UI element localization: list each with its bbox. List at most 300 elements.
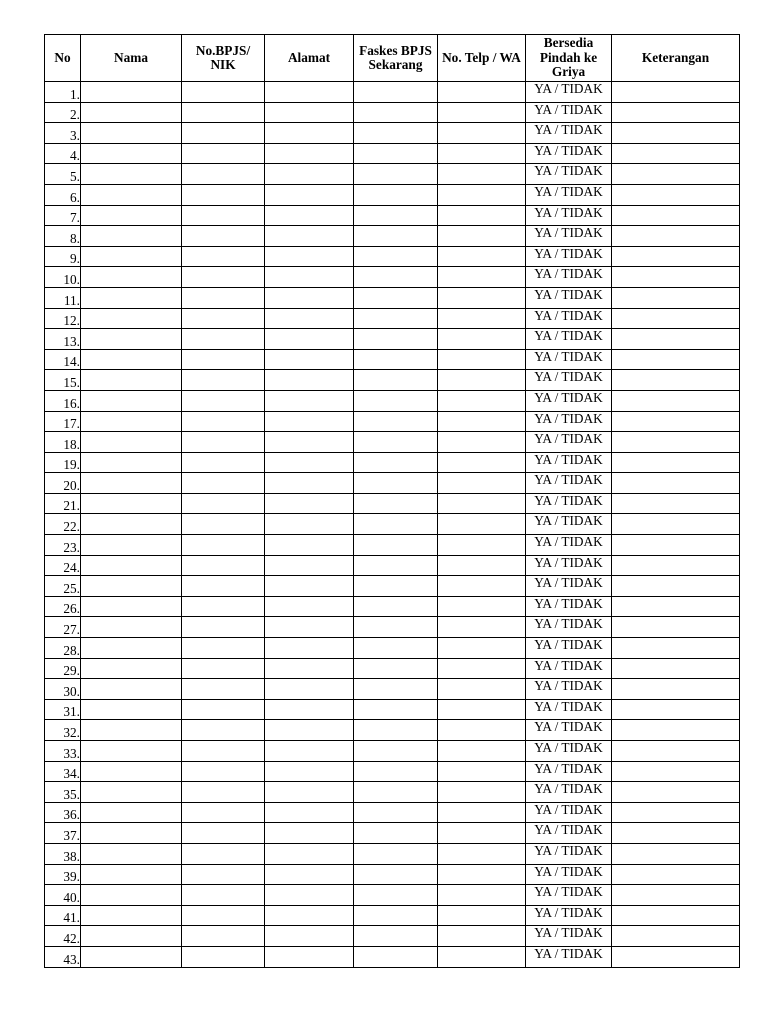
faskes-cell[interactable] — [354, 843, 438, 864]
nama-cell[interactable] — [81, 741, 182, 762]
faskes-cell[interactable] — [354, 329, 438, 350]
alamat-cell[interactable] — [265, 535, 354, 556]
telp-cell[interactable] — [438, 411, 526, 432]
alamat-cell[interactable] — [265, 370, 354, 391]
alamat-cell[interactable] — [265, 349, 354, 370]
nama-cell[interactable] — [81, 432, 182, 453]
keterangan-cell[interactable] — [612, 123, 740, 144]
keterangan-cell[interactable] — [612, 864, 740, 885]
nik-cell[interactable] — [182, 843, 265, 864]
keterangan-cell[interactable] — [612, 164, 740, 185]
nama-cell[interactable] — [81, 802, 182, 823]
keterangan-cell[interactable] — [612, 782, 740, 803]
telp-cell[interactable] — [438, 164, 526, 185]
faskes-cell[interactable] — [354, 82, 438, 103]
telp-cell[interactable] — [438, 576, 526, 597]
bersedia-choice[interactable]: YA / TIDAK — [526, 287, 612, 308]
faskes-cell[interactable] — [354, 946, 438, 967]
keterangan-cell[interactable] — [612, 535, 740, 556]
telp-cell[interactable] — [438, 432, 526, 453]
nama-cell[interactable] — [81, 473, 182, 494]
nik-cell[interactable] — [182, 823, 265, 844]
nama-cell[interactable] — [81, 782, 182, 803]
nik-cell[interactable] — [182, 452, 265, 473]
bersedia-choice[interactable]: YA / TIDAK — [526, 329, 612, 350]
telp-cell[interactable] — [438, 761, 526, 782]
nik-cell[interactable] — [182, 370, 265, 391]
alamat-cell[interactable] — [265, 267, 354, 288]
nik-cell[interactable] — [182, 638, 265, 659]
keterangan-cell[interactable] — [612, 885, 740, 906]
keterangan-cell[interactable] — [612, 802, 740, 823]
nik-cell[interactable] — [182, 514, 265, 535]
alamat-cell[interactable] — [265, 617, 354, 638]
telp-cell[interactable] — [438, 741, 526, 762]
alamat-cell[interactable] — [265, 761, 354, 782]
nik-cell[interactable] — [182, 226, 265, 247]
nama-cell[interactable] — [81, 514, 182, 535]
bersedia-choice[interactable]: YA / TIDAK — [526, 946, 612, 967]
faskes-cell[interactable] — [354, 802, 438, 823]
faskes-cell[interactable] — [354, 349, 438, 370]
telp-cell[interactable] — [438, 617, 526, 638]
nama-cell[interactable] — [81, 535, 182, 556]
alamat-cell[interactable] — [265, 638, 354, 659]
telp-cell[interactable] — [438, 349, 526, 370]
bersedia-choice[interactable]: YA / TIDAK — [526, 164, 612, 185]
alamat-cell[interactable] — [265, 926, 354, 947]
nama-cell[interactable] — [81, 946, 182, 967]
telp-cell[interactable] — [438, 370, 526, 391]
keterangan-cell[interactable] — [612, 287, 740, 308]
bersedia-choice[interactable]: YA / TIDAK — [526, 432, 612, 453]
faskes-cell[interactable] — [354, 576, 438, 597]
alamat-cell[interactable] — [265, 143, 354, 164]
nik-cell[interactable] — [182, 349, 265, 370]
alamat-cell[interactable] — [265, 184, 354, 205]
telp-cell[interactable] — [438, 638, 526, 659]
alamat-cell[interactable] — [265, 411, 354, 432]
keterangan-cell[interactable] — [612, 514, 740, 535]
telp-cell[interactable] — [438, 720, 526, 741]
keterangan-cell[interactable] — [612, 246, 740, 267]
nik-cell[interactable] — [182, 741, 265, 762]
faskes-cell[interactable] — [354, 246, 438, 267]
telp-cell[interactable] — [438, 596, 526, 617]
alamat-cell[interactable] — [265, 946, 354, 967]
bersedia-choice[interactable]: YA / TIDAK — [526, 741, 612, 762]
bersedia-choice[interactable]: YA / TIDAK — [526, 390, 612, 411]
faskes-cell[interactable] — [354, 699, 438, 720]
nik-cell[interactable] — [182, 184, 265, 205]
telp-cell[interactable] — [438, 184, 526, 205]
telp-cell[interactable] — [438, 823, 526, 844]
keterangan-cell[interactable] — [612, 184, 740, 205]
keterangan-cell[interactable] — [612, 555, 740, 576]
nik-cell[interactable] — [182, 576, 265, 597]
nik-cell[interactable] — [182, 864, 265, 885]
faskes-cell[interactable] — [354, 864, 438, 885]
telp-cell[interactable] — [438, 82, 526, 103]
nik-cell[interactable] — [182, 246, 265, 267]
nik-cell[interactable] — [182, 596, 265, 617]
nama-cell[interactable] — [81, 82, 182, 103]
faskes-cell[interactable] — [354, 617, 438, 638]
nik-cell[interactable] — [182, 411, 265, 432]
nik-cell[interactable] — [182, 493, 265, 514]
nama-cell[interactable] — [81, 246, 182, 267]
nik-cell[interactable] — [182, 782, 265, 803]
faskes-cell[interactable] — [354, 432, 438, 453]
bersedia-choice[interactable]: YA / TIDAK — [526, 411, 612, 432]
nik-cell[interactable] — [182, 658, 265, 679]
nik-cell[interactable] — [182, 205, 265, 226]
alamat-cell[interactable] — [265, 864, 354, 885]
nik-cell[interactable] — [182, 287, 265, 308]
bersedia-choice[interactable]: YA / TIDAK — [526, 308, 612, 329]
nik-cell[interactable] — [182, 761, 265, 782]
alamat-cell[interactable] — [265, 164, 354, 185]
alamat-cell[interactable] — [265, 246, 354, 267]
alamat-cell[interactable] — [265, 843, 354, 864]
nama-cell[interactable] — [81, 329, 182, 350]
bersedia-choice[interactable]: YA / TIDAK — [526, 823, 612, 844]
nik-cell[interactable] — [182, 802, 265, 823]
faskes-cell[interactable] — [354, 123, 438, 144]
faskes-cell[interactable] — [354, 411, 438, 432]
bersedia-choice[interactable]: YA / TIDAK — [526, 761, 612, 782]
telp-cell[interactable] — [438, 802, 526, 823]
nama-cell[interactable] — [81, 761, 182, 782]
keterangan-cell[interactable] — [612, 761, 740, 782]
bersedia-choice[interactable]: YA / TIDAK — [526, 802, 612, 823]
keterangan-cell[interactable] — [612, 905, 740, 926]
nama-cell[interactable] — [81, 926, 182, 947]
bersedia-choice[interactable]: YA / TIDAK — [526, 535, 612, 556]
keterangan-cell[interactable] — [612, 143, 740, 164]
nik-cell[interactable] — [182, 617, 265, 638]
telp-cell[interactable] — [438, 514, 526, 535]
bersedia-choice[interactable]: YA / TIDAK — [526, 658, 612, 679]
nik-cell[interactable] — [182, 308, 265, 329]
alamat-cell[interactable] — [265, 226, 354, 247]
nama-cell[interactable] — [81, 390, 182, 411]
nama-cell[interactable] — [81, 184, 182, 205]
faskes-cell[interactable] — [354, 720, 438, 741]
bersedia-choice[interactable]: YA / TIDAK — [526, 205, 612, 226]
bersedia-choice[interactable]: YA / TIDAK — [526, 885, 612, 906]
nama-cell[interactable] — [81, 638, 182, 659]
bersedia-choice[interactable]: YA / TIDAK — [526, 246, 612, 267]
telp-cell[interactable] — [438, 123, 526, 144]
keterangan-cell[interactable] — [612, 741, 740, 762]
telp-cell[interactable] — [438, 843, 526, 864]
keterangan-cell[interactable] — [612, 390, 740, 411]
alamat-cell[interactable] — [265, 885, 354, 906]
nama-cell[interactable] — [81, 720, 182, 741]
bersedia-choice[interactable]: YA / TIDAK — [526, 782, 612, 803]
keterangan-cell[interactable] — [612, 596, 740, 617]
keterangan-cell[interactable] — [612, 638, 740, 659]
alamat-cell[interactable] — [265, 329, 354, 350]
alamat-cell[interactable] — [265, 679, 354, 700]
nama-cell[interactable] — [81, 885, 182, 906]
nik-cell[interactable] — [182, 390, 265, 411]
faskes-cell[interactable] — [354, 885, 438, 906]
bersedia-choice[interactable]: YA / TIDAK — [526, 555, 612, 576]
faskes-cell[interactable] — [354, 267, 438, 288]
keterangan-cell[interactable] — [612, 576, 740, 597]
nik-cell[interactable] — [182, 102, 265, 123]
keterangan-cell[interactable] — [612, 82, 740, 103]
nama-cell[interactable] — [81, 555, 182, 576]
nama-cell[interactable] — [81, 905, 182, 926]
bersedia-choice[interactable]: YA / TIDAK — [526, 905, 612, 926]
nik-cell[interactable] — [182, 535, 265, 556]
telp-cell[interactable] — [438, 226, 526, 247]
telp-cell[interactable] — [438, 946, 526, 967]
telp-cell[interactable] — [438, 493, 526, 514]
telp-cell[interactable] — [438, 390, 526, 411]
nama-cell[interactable] — [81, 267, 182, 288]
bersedia-choice[interactable]: YA / TIDAK — [526, 349, 612, 370]
telp-cell[interactable] — [438, 782, 526, 803]
alamat-cell[interactable] — [265, 596, 354, 617]
keterangan-cell[interactable] — [612, 267, 740, 288]
nama-cell[interactable] — [81, 679, 182, 700]
bersedia-choice[interactable]: YA / TIDAK — [526, 617, 612, 638]
bersedia-choice[interactable]: YA / TIDAK — [526, 184, 612, 205]
telp-cell[interactable] — [438, 205, 526, 226]
alamat-cell[interactable] — [265, 82, 354, 103]
keterangan-cell[interactable] — [612, 926, 740, 947]
faskes-cell[interactable] — [354, 761, 438, 782]
keterangan-cell[interactable] — [612, 102, 740, 123]
telp-cell[interactable] — [438, 535, 526, 556]
nama-cell[interactable] — [81, 349, 182, 370]
faskes-cell[interactable] — [354, 370, 438, 391]
telp-cell[interactable] — [438, 267, 526, 288]
faskes-cell[interactable] — [354, 596, 438, 617]
nama-cell[interactable] — [81, 452, 182, 473]
telp-cell[interactable] — [438, 287, 526, 308]
alamat-cell[interactable] — [265, 905, 354, 926]
bersedia-choice[interactable]: YA / TIDAK — [526, 370, 612, 391]
nik-cell[interactable] — [182, 555, 265, 576]
faskes-cell[interactable] — [354, 905, 438, 926]
faskes-cell[interactable] — [354, 741, 438, 762]
keterangan-cell[interactable] — [612, 699, 740, 720]
telp-cell[interactable] — [438, 699, 526, 720]
telp-cell[interactable] — [438, 452, 526, 473]
keterangan-cell[interactable] — [612, 720, 740, 741]
telp-cell[interactable] — [438, 329, 526, 350]
nik-cell[interactable] — [182, 905, 265, 926]
bersedia-choice[interactable]: YA / TIDAK — [526, 926, 612, 947]
nama-cell[interactable] — [81, 164, 182, 185]
nama-cell[interactable] — [81, 658, 182, 679]
faskes-cell[interactable] — [354, 926, 438, 947]
bersedia-choice[interactable]: YA / TIDAK — [526, 699, 612, 720]
keterangan-cell[interactable] — [612, 493, 740, 514]
nik-cell[interactable] — [182, 432, 265, 453]
bersedia-choice[interactable]: YA / TIDAK — [526, 452, 612, 473]
nama-cell[interactable] — [81, 287, 182, 308]
keterangan-cell[interactable] — [612, 823, 740, 844]
alamat-cell[interactable] — [265, 782, 354, 803]
keterangan-cell[interactable] — [612, 946, 740, 967]
faskes-cell[interactable] — [354, 493, 438, 514]
nik-cell[interactable] — [182, 720, 265, 741]
bersedia-choice[interactable]: YA / TIDAK — [526, 576, 612, 597]
nik-cell[interactable] — [182, 885, 265, 906]
alamat-cell[interactable] — [265, 493, 354, 514]
keterangan-cell[interactable] — [612, 411, 740, 432]
faskes-cell[interactable] — [354, 184, 438, 205]
telp-cell[interactable] — [438, 679, 526, 700]
faskes-cell[interactable] — [354, 555, 438, 576]
bersedia-choice[interactable]: YA / TIDAK — [526, 596, 612, 617]
bersedia-choice[interactable]: YA / TIDAK — [526, 679, 612, 700]
faskes-cell[interactable] — [354, 205, 438, 226]
telp-cell[interactable] — [438, 864, 526, 885]
keterangan-cell[interactable] — [612, 473, 740, 494]
alamat-cell[interactable] — [265, 514, 354, 535]
alamat-cell[interactable] — [265, 308, 354, 329]
nama-cell[interactable] — [81, 143, 182, 164]
keterangan-cell[interactable] — [612, 452, 740, 473]
faskes-cell[interactable] — [354, 226, 438, 247]
alamat-cell[interactable] — [265, 452, 354, 473]
bersedia-choice[interactable]: YA / TIDAK — [526, 226, 612, 247]
faskes-cell[interactable] — [354, 102, 438, 123]
faskes-cell[interactable] — [354, 535, 438, 556]
nik-cell[interactable] — [182, 123, 265, 144]
telp-cell[interactable] — [438, 473, 526, 494]
bersedia-choice[interactable]: YA / TIDAK — [526, 102, 612, 123]
alamat-cell[interactable] — [265, 390, 354, 411]
alamat-cell[interactable] — [265, 741, 354, 762]
keterangan-cell[interactable] — [612, 679, 740, 700]
bersedia-choice[interactable]: YA / TIDAK — [526, 267, 612, 288]
keterangan-cell[interactable] — [612, 432, 740, 453]
nama-cell[interactable] — [81, 308, 182, 329]
alamat-cell[interactable] — [265, 555, 354, 576]
nik-cell[interactable] — [182, 82, 265, 103]
telp-cell[interactable] — [438, 926, 526, 947]
alamat-cell[interactable] — [265, 432, 354, 453]
keterangan-cell[interactable] — [612, 329, 740, 350]
alamat-cell[interactable] — [265, 823, 354, 844]
keterangan-cell[interactable] — [612, 370, 740, 391]
nik-cell[interactable] — [182, 699, 265, 720]
nik-cell[interactable] — [182, 267, 265, 288]
alamat-cell[interactable] — [265, 102, 354, 123]
keterangan-cell[interactable] — [612, 843, 740, 864]
faskes-cell[interactable] — [354, 679, 438, 700]
faskes-cell[interactable] — [354, 308, 438, 329]
alamat-cell[interactable] — [265, 699, 354, 720]
nama-cell[interactable] — [81, 226, 182, 247]
nama-cell[interactable] — [81, 205, 182, 226]
alamat-cell[interactable] — [265, 287, 354, 308]
nama-cell[interactable] — [81, 123, 182, 144]
bersedia-choice[interactable]: YA / TIDAK — [526, 720, 612, 741]
nama-cell[interactable] — [81, 370, 182, 391]
bersedia-choice[interactable]: YA / TIDAK — [526, 82, 612, 103]
telp-cell[interactable] — [438, 308, 526, 329]
nik-cell[interactable] — [182, 473, 265, 494]
bersedia-choice[interactable]: YA / TIDAK — [526, 638, 612, 659]
nama-cell[interactable] — [81, 699, 182, 720]
faskes-cell[interactable] — [354, 658, 438, 679]
faskes-cell[interactable] — [354, 164, 438, 185]
nik-cell[interactable] — [182, 926, 265, 947]
keterangan-cell[interactable] — [612, 226, 740, 247]
faskes-cell[interactable] — [354, 452, 438, 473]
alamat-cell[interactable] — [265, 576, 354, 597]
alamat-cell[interactable] — [265, 205, 354, 226]
nama-cell[interactable] — [81, 493, 182, 514]
bersedia-choice[interactable]: YA / TIDAK — [526, 473, 612, 494]
bersedia-choice[interactable]: YA / TIDAK — [526, 864, 612, 885]
nama-cell[interactable] — [81, 596, 182, 617]
faskes-cell[interactable] — [354, 514, 438, 535]
nama-cell[interactable] — [81, 823, 182, 844]
telp-cell[interactable] — [438, 658, 526, 679]
bersedia-choice[interactable]: YA / TIDAK — [526, 123, 612, 144]
faskes-cell[interactable] — [354, 287, 438, 308]
telp-cell[interactable] — [438, 555, 526, 576]
alamat-cell[interactable] — [265, 473, 354, 494]
nama-cell[interactable] — [81, 102, 182, 123]
nama-cell[interactable] — [81, 864, 182, 885]
bersedia-choice[interactable]: YA / TIDAK — [526, 143, 612, 164]
keterangan-cell[interactable] — [612, 617, 740, 638]
faskes-cell[interactable] — [354, 390, 438, 411]
telp-cell[interactable] — [438, 143, 526, 164]
nik-cell[interactable] — [182, 946, 265, 967]
faskes-cell[interactable] — [354, 638, 438, 659]
faskes-cell[interactable] — [354, 782, 438, 803]
faskes-cell[interactable] — [354, 473, 438, 494]
faskes-cell[interactable] — [354, 143, 438, 164]
nama-cell[interactable] — [81, 617, 182, 638]
alamat-cell[interactable] — [265, 658, 354, 679]
alamat-cell[interactable] — [265, 720, 354, 741]
nik-cell[interactable] — [182, 143, 265, 164]
keterangan-cell[interactable] — [612, 658, 740, 679]
nik-cell[interactable] — [182, 164, 265, 185]
bersedia-choice[interactable]: YA / TIDAK — [526, 514, 612, 535]
telp-cell[interactable] — [438, 246, 526, 267]
alamat-cell[interactable] — [265, 802, 354, 823]
telp-cell[interactable] — [438, 885, 526, 906]
faskes-cell[interactable] — [354, 823, 438, 844]
nama-cell[interactable] — [81, 843, 182, 864]
alamat-cell[interactable] — [265, 123, 354, 144]
keterangan-cell[interactable] — [612, 308, 740, 329]
nama-cell[interactable] — [81, 576, 182, 597]
nama-cell[interactable] — [81, 411, 182, 432]
nik-cell[interactable] — [182, 679, 265, 700]
bersedia-choice[interactable]: YA / TIDAK — [526, 843, 612, 864]
nik-cell[interactable] — [182, 329, 265, 350]
bersedia-choice[interactable]: YA / TIDAK — [526, 493, 612, 514]
telp-cell[interactable] — [438, 905, 526, 926]
telp-cell[interactable] — [438, 102, 526, 123]
keterangan-cell[interactable] — [612, 349, 740, 370]
